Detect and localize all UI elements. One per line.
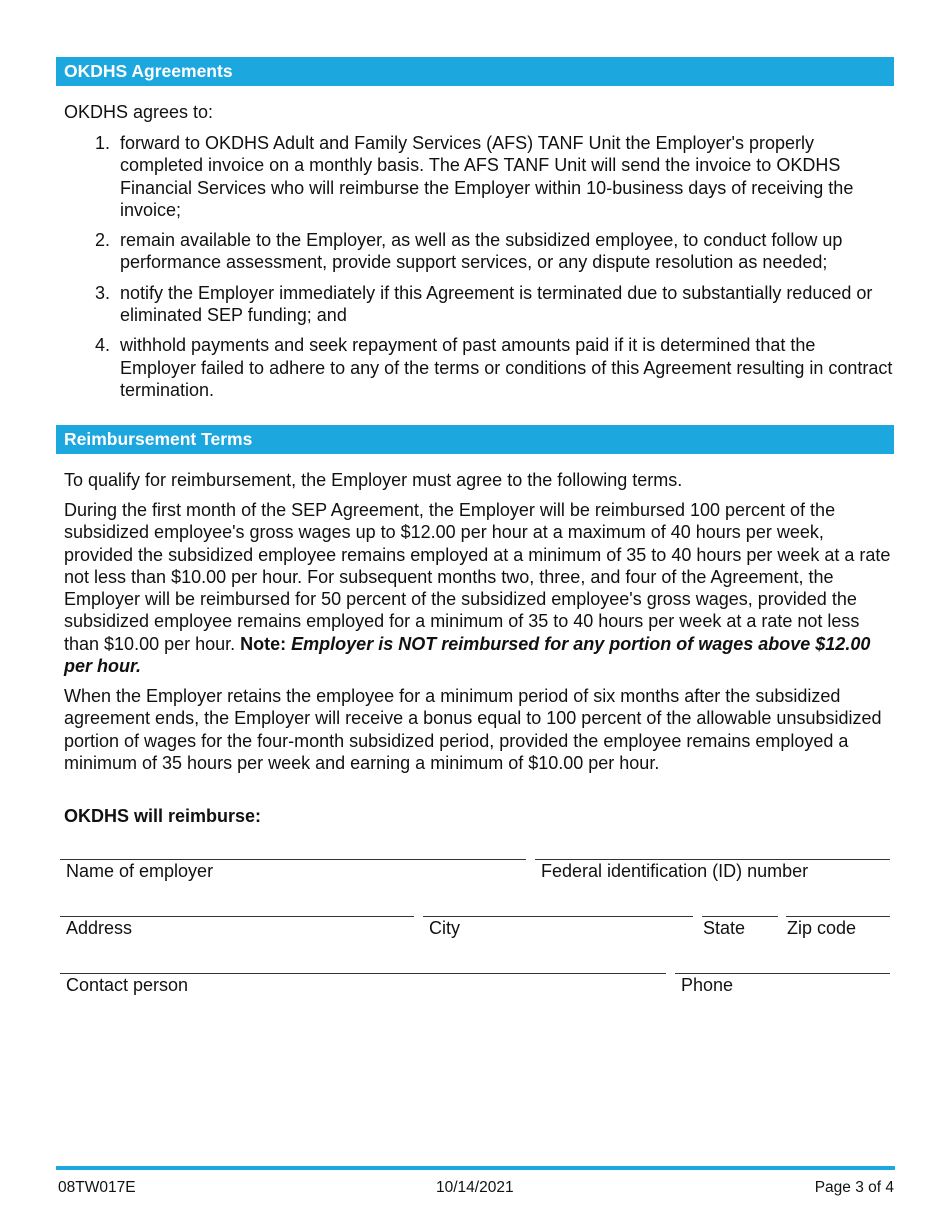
list-item-text: notify the Employer immediately if this Agreement is terminated due to substantially reduced or eliminated SEP funding; and <box>120 282 873 326</box>
employer-name-label: Name of employer <box>66 861 214 881</box>
list-item-text: withhold payments and seek repayment of past amounts paid if it is determined that the Employer failed to adhere to any of the terms or conditions of this Agreement resulting in contract termination. <box>120 335 893 400</box>
note-text: Employer is NOT reimbursed for any portion of wages above $12.00 per hour. <box>64 633 871 677</box>
form-heading: OKDHS will reimburse: <box>64 806 262 826</box>
form-code: 08TW017E <box>58 1179 136 1196</box>
list-number: 4. <box>95 335 111 356</box>
phone-field[interactable] <box>675 973 890 995</box>
list-item <box>64 282 894 327</box>
list-item-text: forward to OKDHS Adult and Family Services (AFS) TANF Unit the Employer's properly completed invoice on a monthly basis. The AFS TANF Unit will send the invoice to OKDHS Financial Services who will reimburse the Employer within 10-business days of receiving the invoice; <box>120 133 854 220</box>
address-field[interactable] <box>60 916 414 938</box>
section-header-agreements: OKDHS Agreements <box>56 57 894 86</box>
state-label: State <box>703 918 746 938</box>
footer-rule <box>56 1166 895 1170</box>
note-label: Note: <box>240 633 287 654</box>
contact-person-field[interactable] <box>60 973 666 995</box>
bonus-paragraph: When the Employer retains the employee for a minimum period of six months after the subsidized agreement ends, the Employer will receive a bonus equal to 100 percent of the allowable unsubsidized portion of wages for the four-month subsidized period, provided the employee remains employed a minimum of 35 hours per week and earning a minimum of $10.00 per hour. <box>64 686 882 773</box>
list-item-text: remain available to the Employer, as well as the subsidized employee, to conduct follow up performance assessment, provide support services, or any dispute resolution as needed; <box>120 230 843 273</box>
contact-person-label: Contact person <box>66 975 189 995</box>
list-number: 1. <box>95 133 111 153</box>
list-number: 2. <box>95 230 111 251</box>
reimbursement-rates-paragraph <box>64 499 894 677</box>
state-field[interactable] <box>702 916 778 938</box>
zip-field[interactable] <box>786 916 890 938</box>
list-item <box>64 132 894 221</box>
agreements-intro: OKDHS agrees to: <box>64 102 214 122</box>
zip-label: Zip code <box>787 918 857 938</box>
revision-date: 10/14/2021 <box>436 1179 514 1196</box>
page-number: Page 3 of 4 <box>814 1179 894 1196</box>
reimbursement-rates-text: During the first month of the SEP Agreement, the Employer will be reimbursed 100 percent of the subsidized employee's gross wages up to $12.00 per hour at a maximum of 40 hours per week, provided the subsidized employee remains employed at a minimum of 35 to 40 hours per week at a rate not less than $10.00 per hour. For subsequent months two, three, and four of the Agreement, the Employer will be reimbursed for 50 percent of the subsidized employee's gross wages, provided the subsidized employee remains employed for a minimum of 35 to 40 hours per week at a rate not less than $10.00 per hour. <box>64 500 891 654</box>
list-item <box>64 334 894 401</box>
federal-id-label: Federal identification (ID) number <box>541 861 809 881</box>
agreements-list <box>64 132 894 409</box>
federal-id-field[interactable] <box>535 859 890 881</box>
list-item <box>64 229 894 274</box>
city-field[interactable] <box>423 916 693 938</box>
employer-name-field[interactable] <box>60 859 526 881</box>
list-number: 3. <box>95 282 111 303</box>
city-label: City <box>429 918 460 938</box>
reimbursement-intro: To qualify for reimbursement, the Employer must agree to the following terms. <box>64 470 683 490</box>
section-header-reimbursement: Reimbursement Terms <box>56 425 894 454</box>
phone-label: Phone <box>681 975 734 995</box>
address-label: Address <box>66 918 133 938</box>
